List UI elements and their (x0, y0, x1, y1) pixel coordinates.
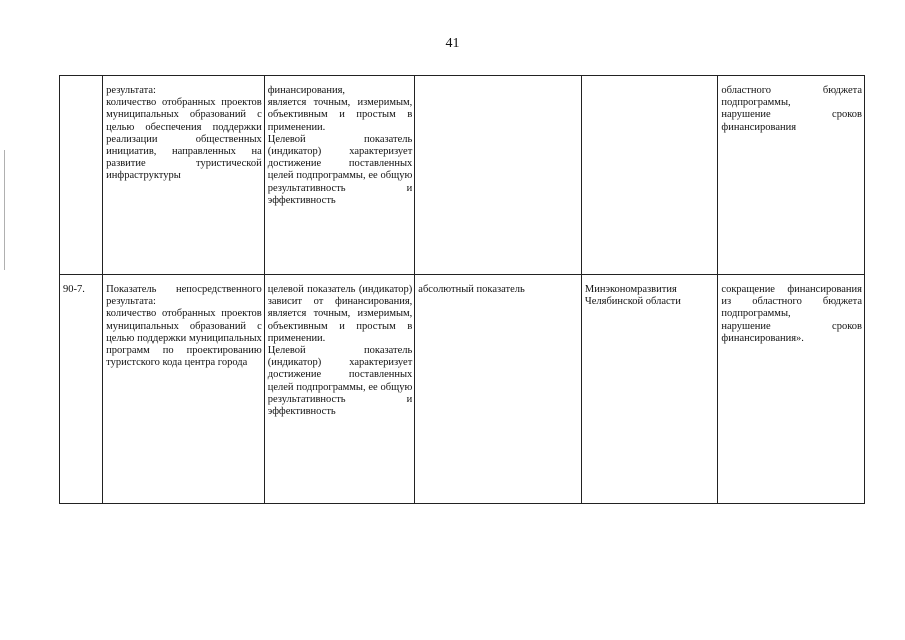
rationale-cell: финансирования, является точным, измеримым, объективным и простым в применении. Целевой показатель (индикатор) характеризует достижение поставленных целей подпрограммы, ее общую результативность и эффективность (264, 76, 415, 275)
indicator-name-cell: Показатель непосредственного результата: количество отобранных проектов муниципальных образований с целью поддержки муниципальных программ по проектированию туристского кода центра города (103, 275, 265, 504)
row-number-cell (60, 76, 103, 275)
row-number-cell: 90-7. (60, 275, 103, 504)
table-row (60, 275, 865, 504)
scan-margin-mark (4, 150, 5, 270)
indicator-type-cell (415, 76, 582, 275)
risks-cell: сокращение финансирования из областного бюджета подпрограммы, нарушение сроков финансирования». (718, 275, 865, 504)
indicator-type-cell: абсолютный показатель (415, 275, 582, 504)
responsible-cell (581, 76, 718, 275)
indicator-name-cell: результата: количество отобранных проектов муниципальных образований с целью обеспечения поддержки реализации общественных инициатив, направленных на развитие туристической инфраструктуры (103, 76, 265, 275)
page-number: 41 (445, 36, 460, 51)
indicators-table (59, 75, 865, 504)
table-row (60, 76, 865, 275)
responsible-cell: Минэкономразвития Челябинской области (581, 275, 718, 504)
rationale-cell: целевой показатель (индикатор) зависит от финансирования, является точным, измеримым, объективным и простым в применении. Целевой показатель (индикатор) характеризует достижение поставленных целей подпрограммы, ее общую результативность и эффективность (264, 275, 415, 504)
risks-cell: областного бюджета подпрограммы, нарушение сроков финансирования (718, 76, 865, 275)
